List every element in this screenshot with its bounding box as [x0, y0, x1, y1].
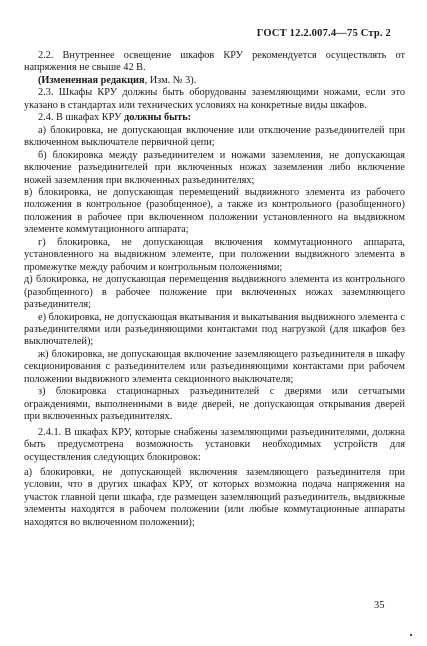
item-b: б) блокировка между разъединителем и ножами заземления, не допускающая включение разъединителей при включенных ножах заземления либо включение ножей заземления при включенных разъединителях;	[24, 149, 405, 186]
page-number: 35	[374, 600, 385, 611]
item-a: а) блокировка, не допускающая включение или отключение разъединителей при включенном выключателе первичной цепи;	[24, 124, 405, 149]
amendment-bold: (Измененная редакция	[38, 74, 145, 86]
item-a-2: а) блокировки, не допускающей включения заземляющего разъединителя при условии, что в других шкафах КРУ, от которых возможна подача напряжения на участок главной цепи шкафа, где размещен заземляющий разъединитель, выдвижные элементы находятся в рабочем положении (или любые коммутационные аппараты находятся во включенном положении);	[24, 466, 405, 528]
item-d: д) блокировка, не допускающая перемещения выдвижного элемента из контрольного (разобщенного) в рабочее положение при включенных ножах заземляющего разъединителя;	[24, 274, 405, 311]
amendment-note	[24, 75, 405, 87]
paragraph-2-4-bold: должны быть:	[123, 112, 192, 124]
scan-mark	[410, 634, 412, 636]
item-zh: ж) блокировка, не допускающая включение заземляющего разъединителя в шкафу секционирования с разъединителем или разъединяющими контактами при рабочем положении выдвижного элемента секционного выключателя;	[24, 348, 405, 385]
paragraph-2-2: 2.2. Внутреннее освещение шкафов КРУ рекомендуется осуществлять от напряжения не свыше 42 В.	[24, 50, 405, 74]
document-header: ГОСТ 12.2.007.4—75 Стр. 2	[256, 28, 391, 39]
document-body	[24, 50, 405, 529]
paragraph-2-4-lead: 2.4. В шкафах КРУ	[38, 112, 124, 124]
paragraph-2-4-1: 2.4.1. В шкафах КРУ, которые снабжены заземляющими разъединителями, должна быть предусмотрена возможность установки необходимых устройств для осуществления следующих блокировок:	[24, 426, 405, 463]
paragraph-2-3: 2.3. Шкафы КРУ должны быть оборудованы заземляющими ножами, если это указано в стандартах или технических условиях на конкретные виды шкафов.	[24, 87, 405, 111]
item-e: е) блокировка, не допускающая вкатывания и выкатывания выдвижного элемента с разъединителями или разъединяющими контактами под нагрузкой (для шкафов без выключателей);	[24, 311, 405, 348]
item-g: г) блокировка, не допускающая включения коммутационного аппарата, установленного на выдвижном элементе, при положении выдвижного элемента в промежутке между рабочим и контрольным положениями;	[24, 236, 405, 273]
item-z: з) блокировка стационарных разъединителей с дверями или сетчатыми ограждениями, выполненными в виде дверей, не допускающая открывания дверей при включенных разъединителях.	[24, 386, 405, 423]
paragraph-2-4	[24, 112, 405, 124]
amendment-tail: , Изм. № 3).	[144, 74, 197, 86]
item-v: в) блокировка, не допускающая перемещений выдвижного элемента из рабочего положения в контрольное (разобщенное), а также из контрольного (разобщенного) положения в рабочее при включенном положении установленного на выдвижном элементе коммутационного аппарата;	[24, 186, 405, 236]
